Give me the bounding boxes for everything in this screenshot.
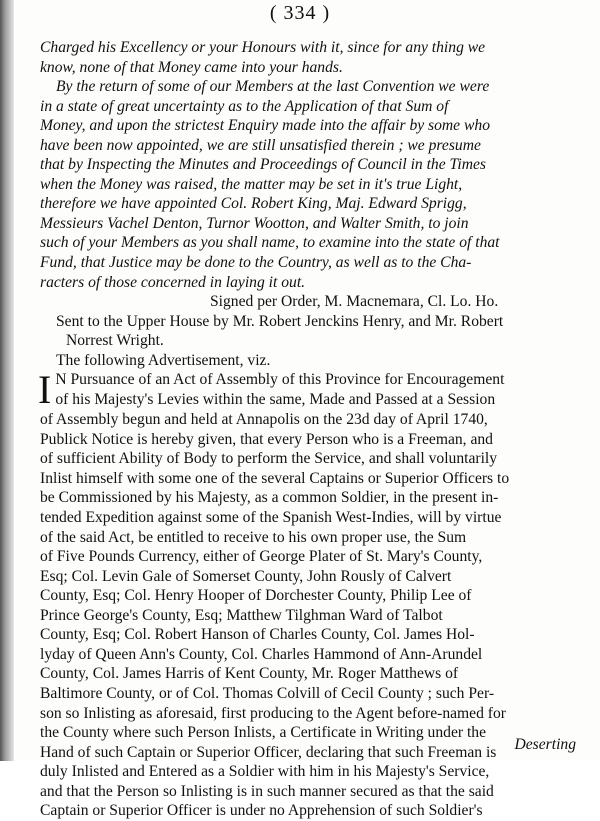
text-line: of Five Pounds Currency, either of George Plater of St. Mary's County, xyxy=(40,548,483,566)
drop-cap: I xyxy=(38,367,52,413)
text-line: Baltimore County, or of Col. Thomas Colvill of Cecil County ; such Per- xyxy=(40,684,495,702)
text-line: therefore we have appointed Col. Robert King, Maj. Edward Sprigg, xyxy=(40,195,467,213)
text-line: Charged his Excellency or your Honours with it, since for any thing we xyxy=(40,39,486,56)
page-text xyxy=(40,38,578,821)
text-line: Captain or Superior Officer is under no Apprehension of such Soldier's xyxy=(40,802,483,820)
text-line: duly Inlisted and Entered as a Soldier with him in his Majesty's Service, xyxy=(40,763,490,781)
text-line: Messieurs Vachel Denton, Turnor Wootton, and Walter Smith, to join xyxy=(40,214,469,232)
text-line: son so Inlisting as aforesaid, first producing to the Agent before-named for xyxy=(40,704,506,722)
page-number: ( 334 ) xyxy=(269,2,331,24)
text-line: Esq; Col. Levin Gale of Somerset County, John Rously of Calvert xyxy=(40,567,452,585)
text-line: of Assembly begun and held at Annapolis on the 23d day of April 1740, xyxy=(40,411,488,429)
catchword: Deserting xyxy=(514,736,576,753)
text-line: Publick Notice is hereby given, that every Person who is a Freeman, and xyxy=(40,430,493,448)
text-line: N Pursuance of an Act of Assembly of this Province for Encouragement xyxy=(55,371,505,389)
text-line: lyday of Queen Ann's County, Col. Charles Hammond of Ann-Arundel xyxy=(40,645,483,663)
text-line: By the return of some of our Members at the last Convention we were xyxy=(56,78,490,96)
signed-line: Signed per Order, M. Macnemara, Cl. Lo. Ho. xyxy=(210,293,499,311)
text-line: tended Expedition against some of the Spanish West-Indies, will by virtue xyxy=(40,509,502,527)
text-line: racters of those concerned in laying it out. xyxy=(40,273,306,291)
text-line: County, Esq; Col. Henry Hooper of Dorchester County, Philip Lee of xyxy=(40,587,472,605)
text-line: County, Esq; Col. Robert Hanson of Charles County, Col. James Hol- xyxy=(40,626,475,644)
text-line: County, Col. James Harris of Kent County, Mr. Roger Matthews of xyxy=(40,665,459,683)
text-line: Money, and upon the strictest Enquiry made into the affair by some who xyxy=(40,117,490,135)
text-line: of his Majesty's Levies within the same, Made and Passed at a Session xyxy=(55,390,496,408)
sent-line: Sent to the Upper House by Mr. Robert Jenckins Henry, and Mr. Robert xyxy=(56,312,504,330)
text-line: Prince George's County, Esq; Matthew Tilghman Ward of Talbot xyxy=(40,606,443,624)
text-line: in a state of great uncertainty as to the Application of that Sum of xyxy=(40,97,449,115)
text-line: of sufficient Ability of Body to perform the Service, and shall voluntarily xyxy=(40,450,498,468)
advertisement-paragraph xyxy=(38,367,578,820)
text-line: when the Money was raised, the matter may be set in it's true Light, xyxy=(40,175,463,193)
text-line: such of your Members as you shall name, to examine into the state of that xyxy=(40,234,500,252)
text-line: have been now appointed, we are still unsatisfied therein ; we presume xyxy=(40,136,481,154)
text-line: Fund, that Justice may be done to the Country, as well as to the Cha- xyxy=(40,254,472,272)
text-line: of the said Act, be entitled to receive to his own proper use, the Sum xyxy=(40,528,467,546)
text-line: be Commissioned by his Majesty, as a common Soldier, in the present in- xyxy=(40,489,499,507)
text-line: Hand of such Captain or Superior Officer, declaring that such Freeman is xyxy=(40,743,497,761)
message-paragraph xyxy=(40,38,578,292)
text-line: and that the Person so Inlisting is in such manner secured as that the said xyxy=(40,782,494,800)
advertisement-heading: The following Advertisement, viz. xyxy=(56,351,271,369)
text-line: Inlist himself with some one of the several Captains or Superior Officers to xyxy=(40,469,510,487)
text-line: the County where such Person Inlists, a Certificate in Writing under the xyxy=(40,724,487,742)
text-line: know, none of that Money came into your hands. xyxy=(40,58,343,76)
text-line: that by Inspecting the Minutes and Proceedings of Council in the Times xyxy=(40,156,486,174)
sent-line: Norrest Wright. xyxy=(66,332,164,350)
page-binding-edge xyxy=(0,0,14,761)
